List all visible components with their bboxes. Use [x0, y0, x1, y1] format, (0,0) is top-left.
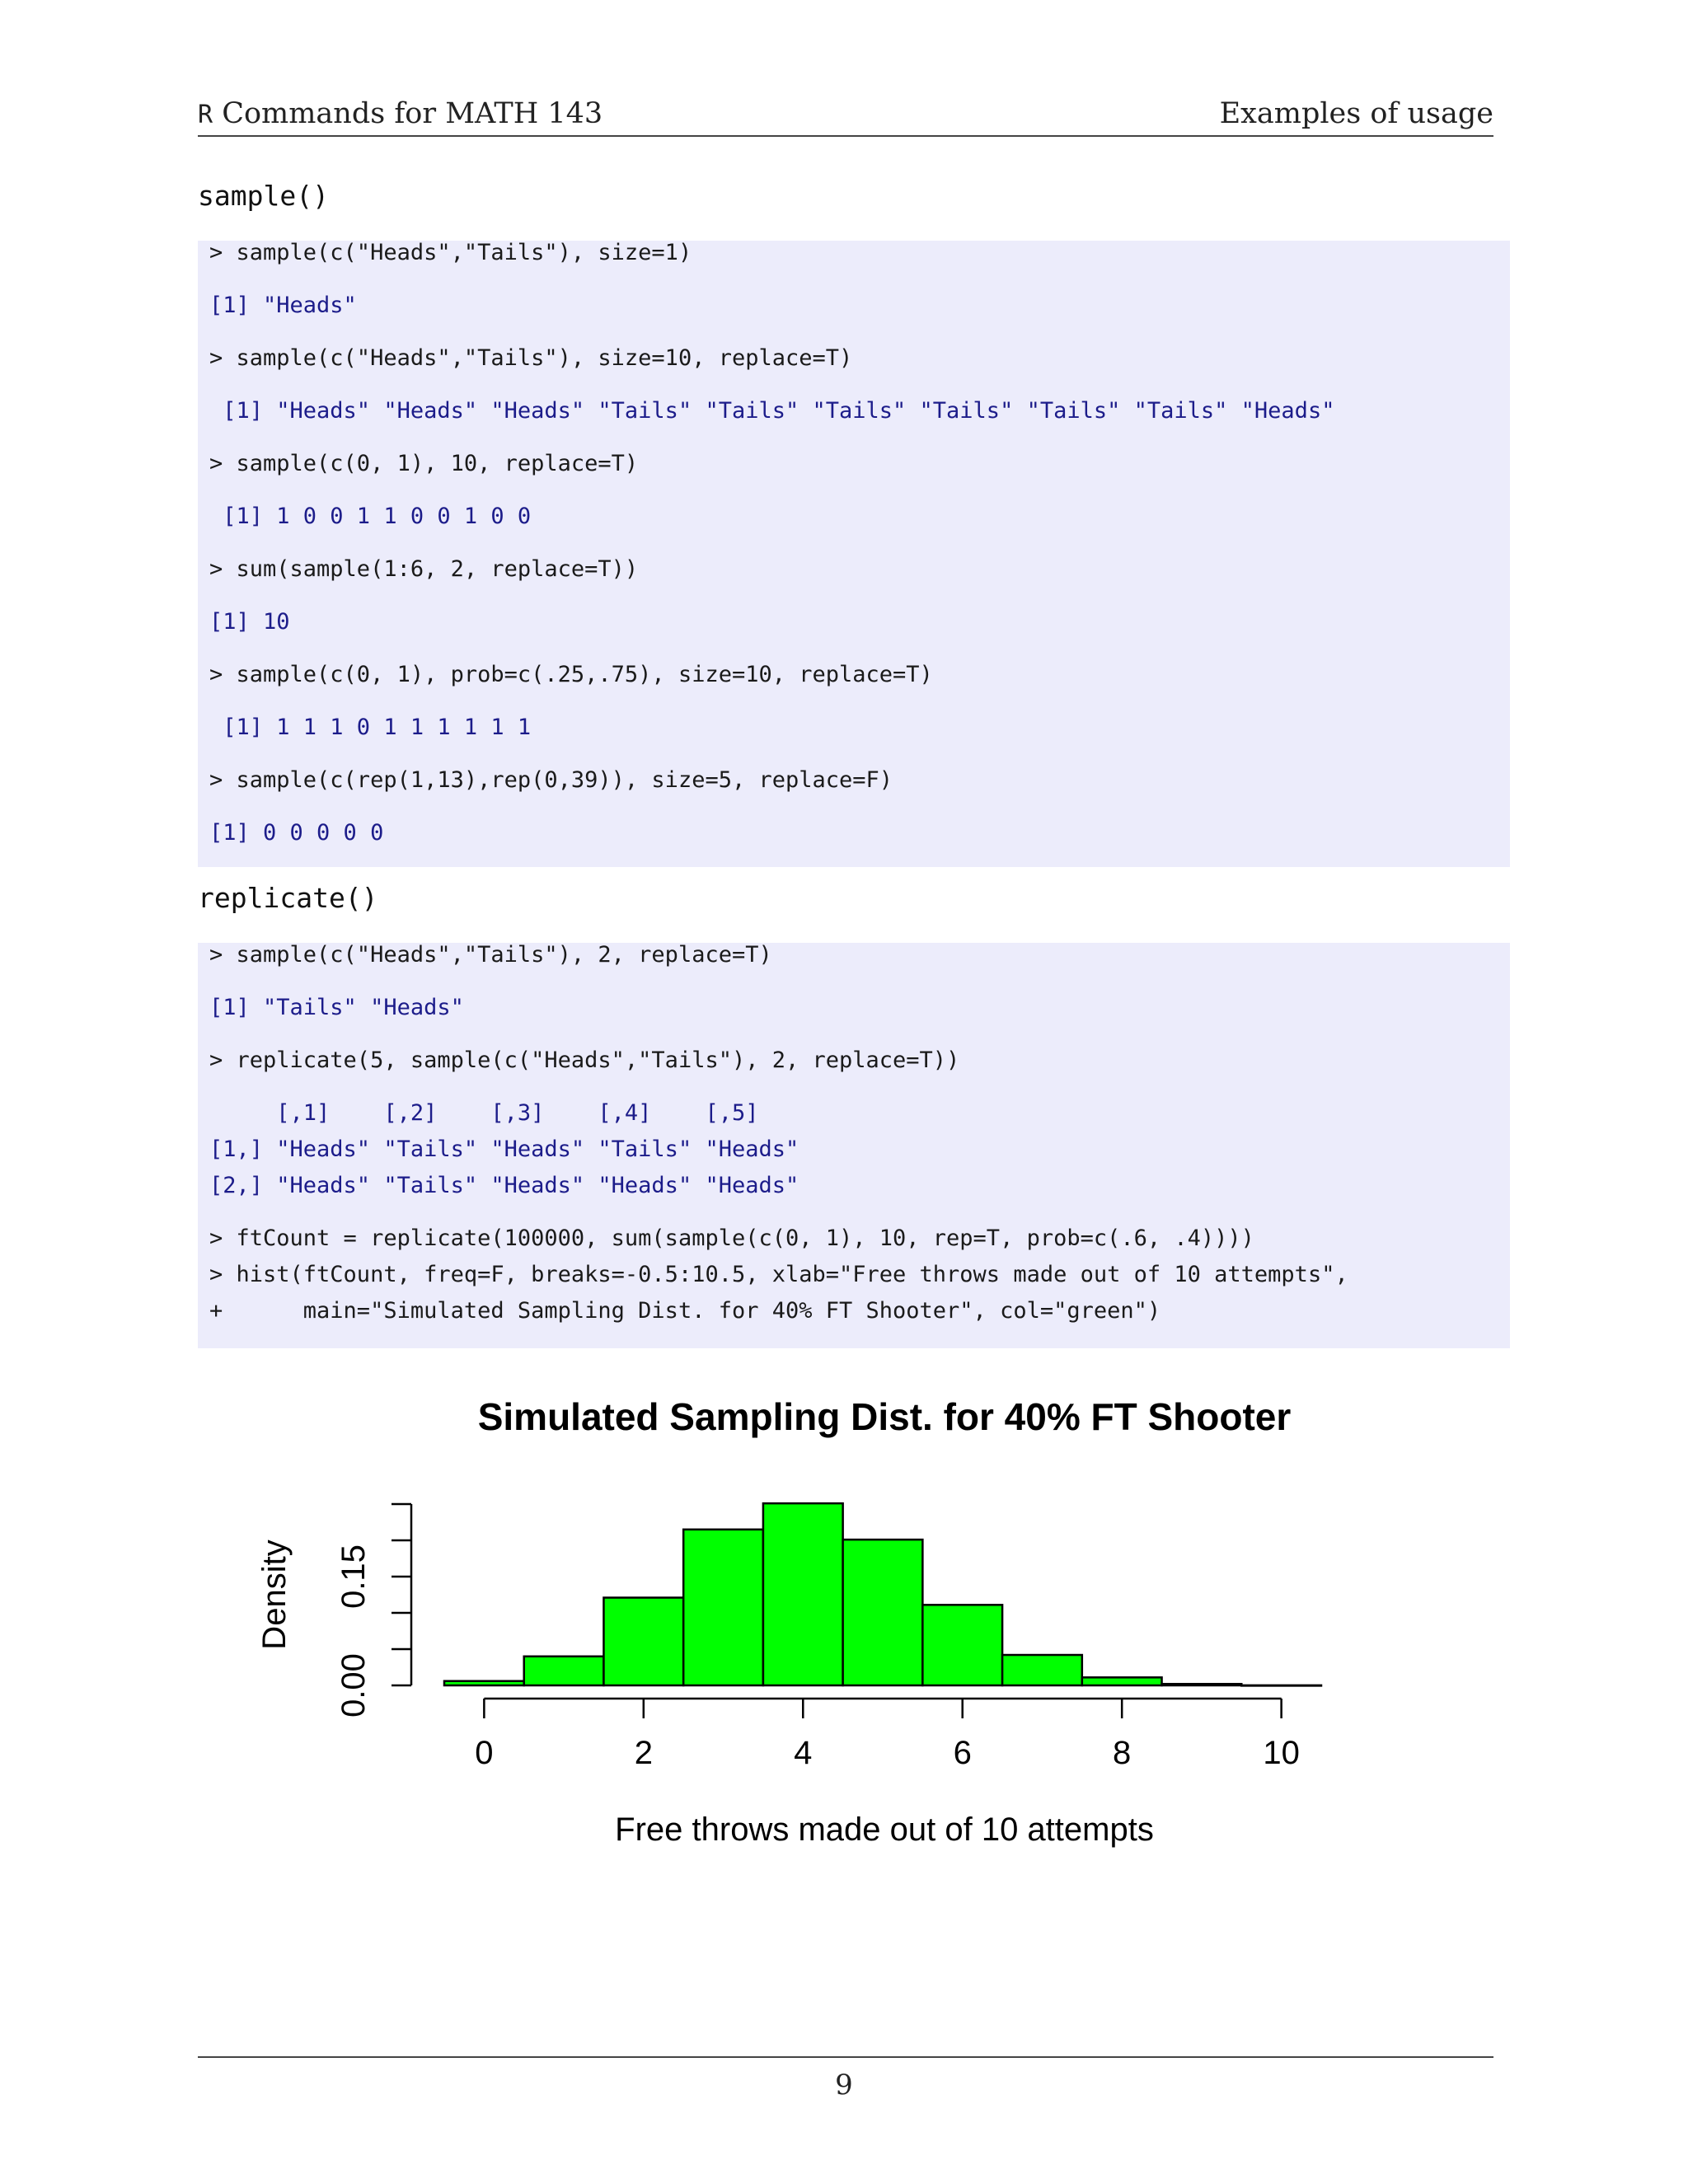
- code-command-line: > sample(c(0, 1), 10, replace=T): [209, 451, 639, 476]
- code-output-line: [1] 1 1 1 0 1 1 1 1 1 1: [209, 715, 532, 740]
- code-output-line: [,1] [,2] [,3] [,4] [,5]: [209, 1100, 759, 1126]
- code-command-line: + main="Simulated Sampling Dist. for 40% FT Shooter", col="green"): [209, 1298, 1161, 1324]
- y-axis: [335, 1504, 411, 1718]
- x-tick-label: 2: [634, 1735, 653, 1771]
- code-output-line: [1] 1 0 0 1 1 0 0 1 0 0: [209, 504, 532, 529]
- header-r-glyph: R: [198, 101, 213, 129]
- x-tick-label: 8: [1113, 1735, 1132, 1771]
- header-title-text: Commands for MATH 143: [213, 97, 603, 130]
- code-output-line: [2,] "Heads" "Tails" "Heads" "Heads" "Heads": [209, 1173, 799, 1198]
- y-axis-label: Density: [256, 1540, 293, 1650]
- code-command-line: > sample(c("Heads","Tails"), size=1): [209, 240, 692, 265]
- histogram-bar-7: [1002, 1655, 1082, 1685]
- section-title-replicate: replicate(): [198, 882, 378, 914]
- x-axis: [475, 1699, 1300, 1771]
- code-command-line: > sample(c("Heads","Tails"), size=10, replace=T): [209, 345, 853, 371]
- histogram-bar-8: [1082, 1677, 1162, 1685]
- histogram-bar-6: [922, 1605, 1002, 1685]
- code-block-sample: [198, 241, 1510, 867]
- histogram-chart: [0, 1368, 1688, 1879]
- histogram-bar-1: [524, 1657, 604, 1685]
- x-tick-label: 6: [953, 1735, 972, 1771]
- code-command-line: > hist(ftCount, freq=F, breaks=-0.5:10.5, xlab="Free throws made out of 10 attempts",: [209, 1262, 1348, 1287]
- code-command-line: > sum(sample(1:6, 2, replace=T)): [209, 556, 639, 582]
- section-title-sample: sample(): [198, 180, 329, 212]
- code-output-line: [1] 0 0 0 0 0: [209, 820, 384, 846]
- histogram-bar-2: [603, 1598, 683, 1685]
- x-tick-label: 4: [794, 1735, 813, 1771]
- chart-title: Simulated Sampling Dist. for 40% FT Shooter: [477, 1395, 1292, 1438]
- code-command-line: > ftCount = replicate(100000, sum(sample(c(0, 1), 10, rep=T, prob=c(.6, .4)))): [209, 1226, 1254, 1251]
- code-output-line: [1,] "Heads" "Tails" "Heads" "Tails" "Heads": [209, 1137, 799, 1162]
- code-command-line: > sample(c(rep(1,13),rep(0,39)), size=5, replace=F): [209, 767, 893, 793]
- histogram-bar-0: [444, 1681, 524, 1685]
- footer-rule: [198, 2056, 1493, 2058]
- code-output-line: [1] "Heads" "Heads" "Heads" "Tails" "Tails" "Tails" "Tails" "Tails" "Tails" "Heads": [209, 398, 1335, 424]
- code-output-line: [1] "Heads": [209, 293, 357, 318]
- x-tick-label: 0: [475, 1735, 494, 1771]
- histogram-bars: [444, 1503, 1321, 1685]
- code-output-line: [1] "Tails" "Heads": [209, 995, 464, 1020]
- y-tick-label: 0.00: [335, 1653, 372, 1718]
- header-title: [198, 97, 603, 130]
- histogram-bar-5: [843, 1540, 923, 1685]
- code-command-line: > replicate(5, sample(c("Heads","Tails"), 2, replace=T)): [209, 1047, 960, 1073]
- page-header: [198, 92, 1493, 137]
- code-output-line: [1] 10: [209, 609, 290, 635]
- histogram-bar-3: [683, 1530, 763, 1685]
- code-command-line: > sample(c("Heads","Tails"), 2, replace=T): [209, 942, 772, 968]
- histogram-bar-9: [1162, 1684, 1242, 1685]
- x-axis-label: Free throws made out of 10 attempts: [615, 1811, 1154, 1848]
- x-tick-label: 10: [1263, 1735, 1300, 1771]
- y-tick-label: 0.15: [335, 1544, 372, 1609]
- histogram-bar-4: [763, 1503, 843, 1685]
- header-section-label: Examples of usage: [1219, 97, 1493, 130]
- page-number: 9: [835, 2069, 853, 2102]
- code-command-line: > sample(c(0, 1), prob=c(.25,.75), size=10, replace=T): [209, 662, 933, 687]
- code-block-replicate: [198, 943, 1510, 1348]
- histogram-bar-10: [1241, 1685, 1321, 1686]
